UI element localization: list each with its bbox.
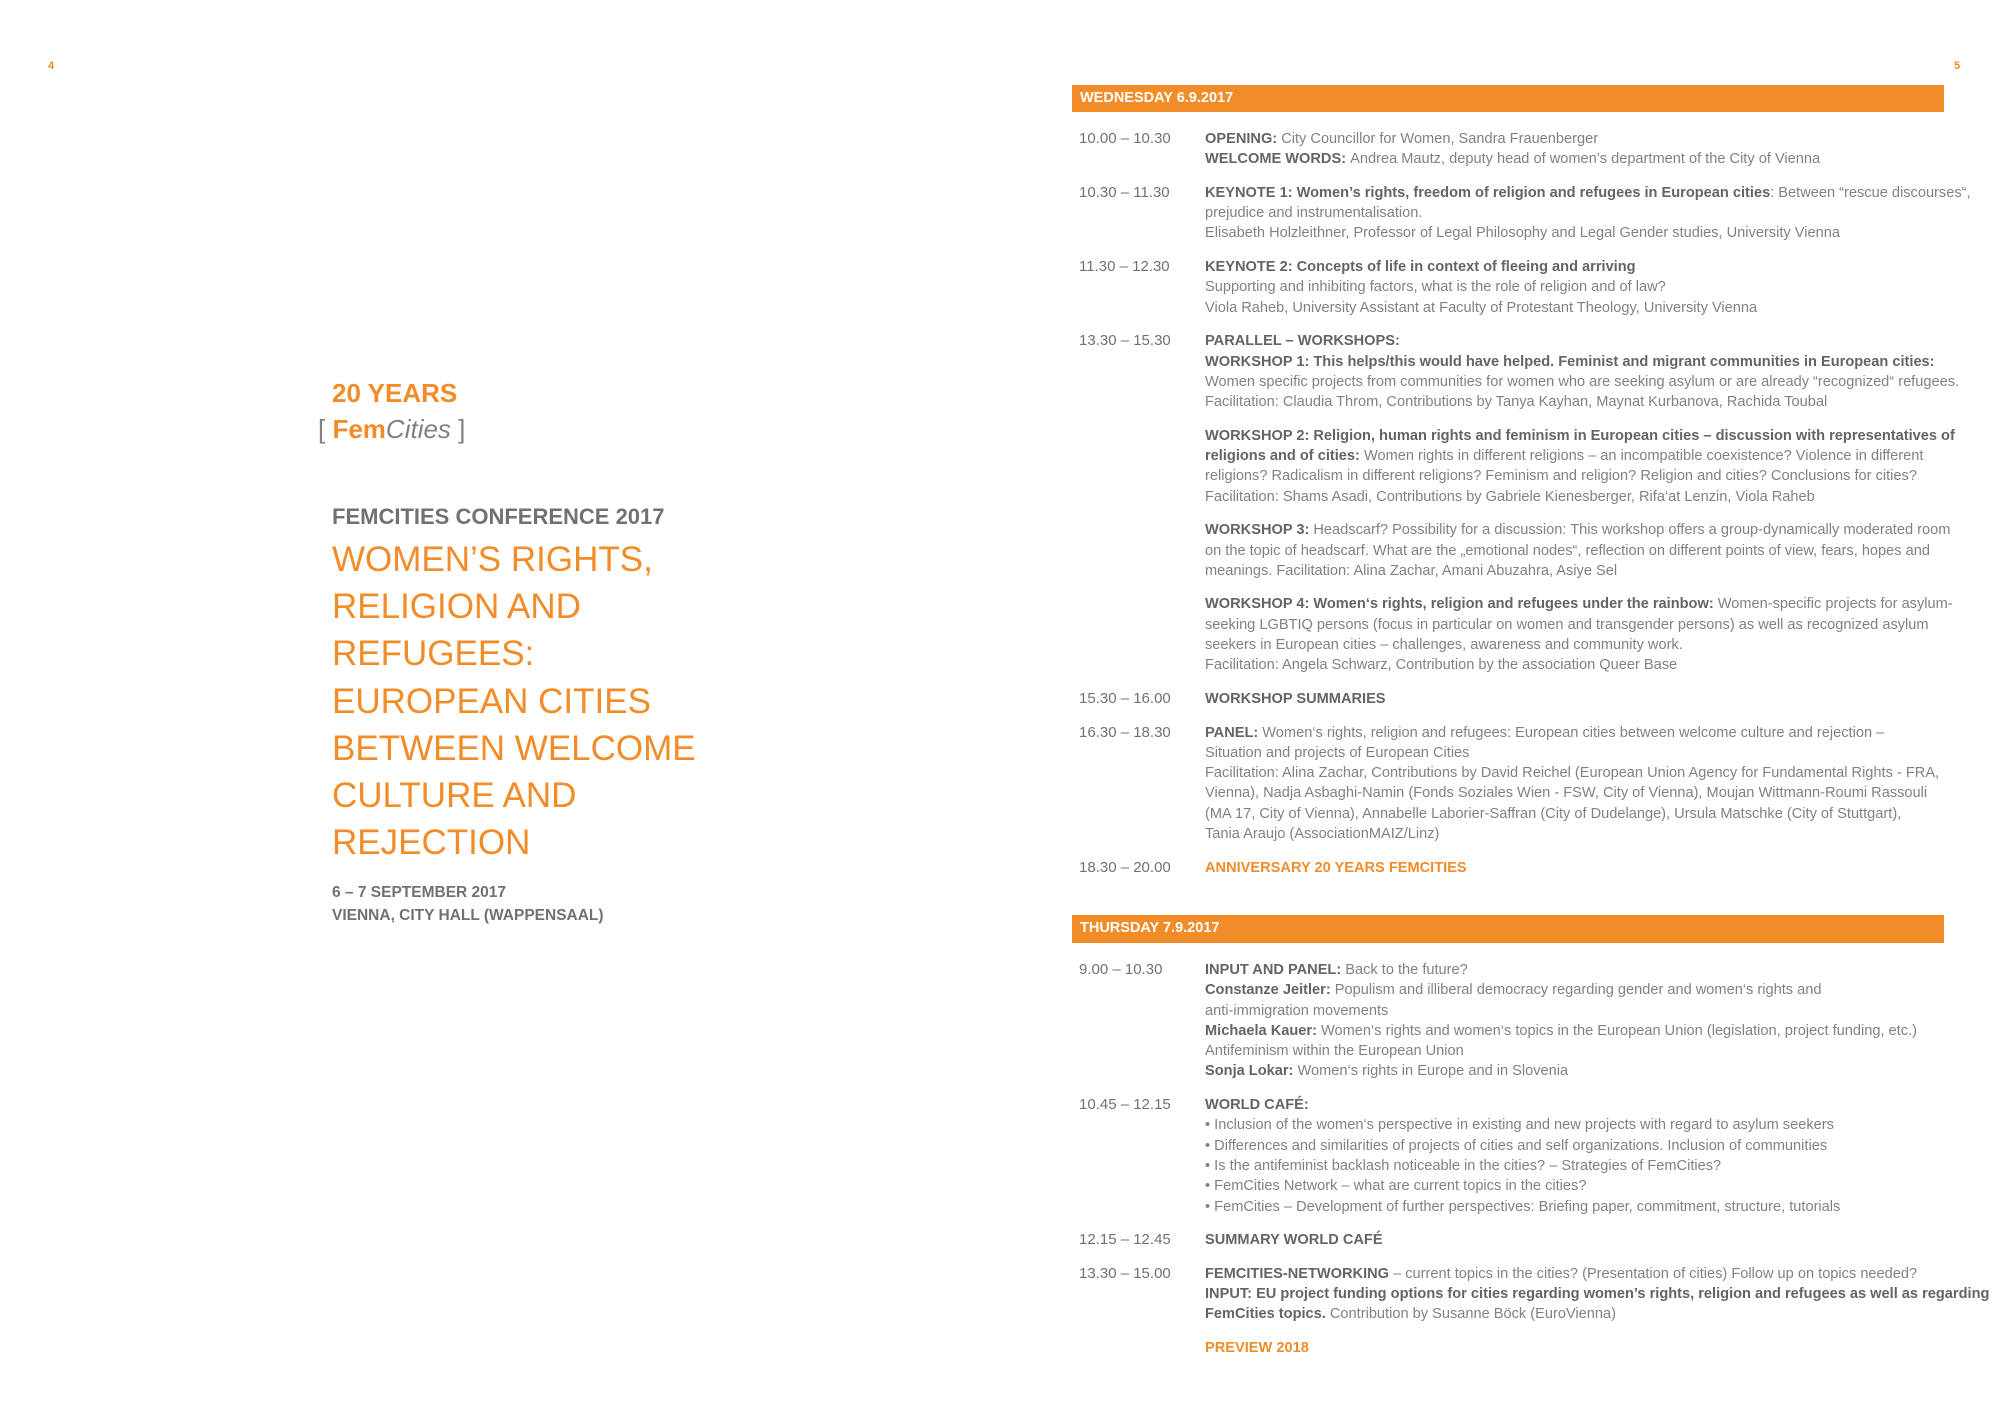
title-line: REJECTION	[332, 823, 531, 863]
logo-bracket-close: ]	[450, 414, 466, 444]
schedule-description	[1205, 520, 1959, 581]
day-header-thursday: THURSDAY 7.9.2017	[1072, 915, 1944, 943]
bold-label: WORKSHOP 3:	[1205, 522, 1314, 539]
schedule-item	[1079, 331, 1959, 412]
description-line	[1205, 1156, 1959, 1176]
text-segment: Women specific projects from communities for women who are seeking asylum or are already “recognized“ refugees.	[1205, 373, 1960, 390]
schedule-description	[1205, 1264, 1990, 1325]
bold-label: Constanze Jeitler:	[1205, 982, 1335, 999]
text-segment: seeking LGBTIQ persons (focus in particular on women and transgender persons) as well as recognized asylum	[1205, 616, 1929, 633]
femcities-logo	[318, 414, 465, 445]
bold-label: Michaela Kauer:	[1205, 1022, 1321, 1039]
description-line	[1205, 594, 1959, 614]
text-segment: • Inclusion of the women‘s perspective in existing and new projects with regard to asylum seekers	[1205, 1117, 1834, 1134]
description-line	[1205, 541, 1959, 561]
text-segment: • FemCities Network – what are current topics in the cities?	[1205, 1178, 1587, 1195]
page-number-left: 4	[48, 60, 55, 72]
description-line	[1205, 635, 1959, 655]
text-segment: Women‘s rights, religion and refugees: European cities between welcome culture and rejection –	[1262, 724, 1885, 741]
text-segment: anti-immigration movements	[1205, 1002, 1389, 1019]
schedule-item	[1079, 1338, 1959, 1358]
description-line	[1205, 1284, 1990, 1304]
text-segment: Elisabeth Holzleithner, Professor of Legal Philosophy and Legal Gender studies, University Vienna	[1205, 225, 1840, 242]
schedule-item	[1079, 689, 1959, 709]
schedule-time: 13.30 – 15.00	[1079, 1264, 1171, 1282]
description-line	[1205, 960, 1959, 980]
description-line	[1205, 1230, 1959, 1250]
description-line	[1205, 1001, 1959, 1021]
description-line	[1205, 1264, 1959, 1284]
schedule-time: 9.00 – 10.30	[1079, 961, 1163, 978]
description-line	[1205, 426, 1959, 446]
schedule-time: 10.00 – 10.30	[1079, 130, 1171, 147]
description-line	[1205, 1041, 1959, 1061]
bold-label: PANEL:	[1205, 724, 1263, 741]
description-line	[1205, 824, 1959, 844]
bold-label: ANNIVERSARY 20 YEARS FEMCITIES	[1205, 859, 1467, 876]
text-segment: Women rights in different religions – an incompatible coexistence? Violence in different	[1363, 448, 1924, 465]
schedule-time: 15.30 – 16.00	[1079, 689, 1171, 707]
day-header-wednesday: WEDNESDAY 6.9.2017	[1072, 85, 1944, 112]
text-segment: Situation and projects of European Cities	[1205, 744, 1470, 761]
schedule-description	[1205, 1230, 1959, 1250]
text-segment: Facilitation: Alina Zachar, Contributions by David Reichel (European Union Agency for Fundamental Rights - FRA,	[1205, 765, 1940, 782]
schedule-description	[1205, 426, 1959, 507]
description-line	[1205, 331, 1959, 351]
text-segment: • Differences and similarities of projects of cities and self organizations. Inclusion of communities	[1205, 1137, 1828, 1154]
text-segment: on the topic of headscarf. What are the „emotional nodes“, reflection on different points of view, fears, hopes and	[1205, 542, 1930, 559]
text-segment: Headscarf? Possibility for a discussion: This workshop offers a group-dynamically moderated room	[1313, 522, 1951, 539]
description-line	[1205, 1021, 1959, 1041]
anniversary-heading: 20 YEARS	[332, 378, 458, 408]
schedule-wednesday	[1079, 129, 1971, 891]
schedule-thursday	[1079, 960, 1990, 1372]
schedule-time: 11.30 – 12.30	[1079, 258, 1170, 276]
text-segment: Tania Araujo (AssociationMAIZ/Linz)	[1205, 825, 1440, 842]
title-line: RELIGION AND	[332, 587, 581, 627]
description-line	[1205, 446, 1959, 466]
schedule-description	[1205, 723, 1959, 845]
description-line	[1205, 183, 1971, 203]
schedule-time: 13.30 – 15.30	[1079, 332, 1171, 350]
schedule-description	[1205, 331, 1959, 412]
description-line	[1205, 520, 1959, 540]
logo-fem: Fem	[332, 414, 386, 444]
logo-cities: Cities	[385, 414, 451, 444]
description-line	[1205, 487, 1959, 507]
schedule-item	[1079, 858, 1959, 878]
schedule-item	[1079, 1230, 1959, 1250]
text-segment: Facilitation: Angela Schwarz, Contribution by the association Queer Base	[1205, 657, 1678, 674]
title-line: CULTURE AND	[332, 776, 577, 816]
schedule-item	[1079, 129, 1959, 170]
schedule-item	[1079, 426, 1959, 507]
text-segment: Facilitation: Claudia Throm, Contributions by Tanya Kayhan, Maynat Kurbanova, Rachida Toubal	[1205, 394, 1828, 411]
title-line: REFUGEES:	[332, 634, 535, 674]
text-segment: Andrea Mautz, deputy head of women’s department of the City of Vienna	[1350, 151, 1821, 168]
text-segment: Facilitation: Shams Asadi, Contributions by Gabriele Kienesberger, Rifa‘at Lenzin, Viola Raheb	[1205, 488, 1815, 505]
bold-label: Sonja Lokar:	[1205, 1063, 1298, 1080]
schedule-item	[1079, 1264, 1990, 1325]
text-segment: meanings. Facilitation: Alina Zachar, Amani Abuzahra, Asiye Sel	[1205, 562, 1618, 579]
bold-label: FemCities topics.	[1205, 1306, 1330, 1323]
description-line	[1205, 1197, 1959, 1217]
description-line	[1205, 149, 1959, 169]
bold-label: FEMCITIES-NETWORKING	[1205, 1265, 1394, 1282]
description-line	[1205, 858, 1959, 878]
text-segment: Viola Raheb, University Assistant at Faculty of Protestant Theology, University Vienna	[1205, 299, 1758, 316]
conference-title	[332, 536, 696, 866]
bold-label: PREVIEW 2018	[1205, 1339, 1309, 1356]
text-segment: Vienna), Nadja Asbaghi-Namin (Fonds Soziales Wien - FSW, City of Vienna), Moujan Wittmann-Roumi Rassouli	[1205, 785, 1928, 802]
text-segment: Women-specific projects for asylum-	[1717, 596, 1953, 613]
description-line	[1205, 466, 1959, 486]
description-line	[1205, 743, 1959, 763]
schedule-description	[1205, 1338, 1959, 1358]
description-line	[1205, 980, 1959, 1000]
description-line	[1205, 1136, 1959, 1156]
description-line	[1205, 804, 1959, 824]
bold-label: OPENING:	[1205, 131, 1282, 147]
schedule-item	[1079, 723, 1959, 845]
description-line	[1205, 763, 1959, 783]
description-line	[1205, 655, 1959, 675]
description-line	[1205, 1061, 1959, 1081]
conference-name: FEMCITIES CONFERENCE 2017	[332, 504, 665, 529]
schedule-time: 10.30 – 11.30	[1079, 183, 1170, 201]
bold-label: KEYNOTE 2: Concepts of life in context of fleeing and arriving	[1205, 259, 1636, 276]
conference-venue: VIENNA, CITY HALL (WAPPENSAAL)	[332, 907, 604, 924]
bold-label: WELCOME WORDS:	[1205, 151, 1351, 168]
text-segment: Antifeminism within the European Union	[1205, 1043, 1464, 1060]
description-line	[1205, 1115, 1959, 1135]
bold-label: WORKSHOP 4: Women‘s rights, religion and refugees under the rainbow:	[1205, 596, 1718, 613]
schedule-item	[1079, 520, 1959, 581]
schedule-description	[1205, 257, 1959, 318]
text-segment: Supporting and inhibiting factors, what is the role of religion and of law?	[1205, 279, 1666, 296]
schedule-description	[1205, 960, 1959, 1082]
title-line: BETWEEN WELCOME	[332, 728, 696, 768]
description-line	[1205, 203, 1959, 223]
description-line	[1205, 615, 1959, 635]
bold-label: PARALLEL – WORKSHOPS:	[1205, 333, 1400, 350]
text-segment: • Is the antifeminist backlash noticeable in the cities? – Strategies of FemCities?	[1205, 1157, 1722, 1174]
schedule-item	[1079, 594, 1959, 675]
page-number-right: 5	[1954, 60, 1961, 72]
text-segment: Back to the future?	[1345, 962, 1468, 978]
text-segment: religions? Radicalism in different religions? Feminism and religion? Religion and cities? Conclusions for cities?	[1205, 468, 1917, 485]
bold-label: WORKSHOP SUMMARIES	[1205, 690, 1386, 707]
text-segment: Women‘s rights and women‘s topics in the European Union (legislation, project funding, etc.)	[1320, 1022, 1917, 1039]
description-line	[1205, 392, 1959, 412]
conference-dates: 6 – 7 SEPTEMBER 2017	[332, 884, 507, 901]
bold-label: INPUT: EU project funding options for cities regarding women’s rights, religion and refugees as well as regarding	[1205, 1286, 1990, 1303]
bold-label: KEYNOTE 1: Women’s rights, freedom of religion and refugees in European cities	[1205, 184, 1771, 201]
text-segment: Women‘s rights in Europe and in Slovenia	[1297, 1063, 1569, 1080]
bold-label: religions and of cities:	[1205, 448, 1364, 465]
description-line	[1205, 1176, 1959, 1196]
schedule-description	[1205, 689, 1959, 709]
description-line	[1205, 561, 1959, 581]
description-line	[1205, 1095, 1959, 1115]
schedule-item	[1079, 960, 1959, 1082]
description-line	[1205, 352, 1959, 372]
title-line: WOMEN’S RIGHTS,	[332, 540, 653, 579]
description-line	[1205, 372, 1959, 392]
conference-dates-venue	[332, 881, 604, 927]
schedule-time: 12.15 – 12.45	[1079, 1231, 1171, 1249]
text-segment: prejudice and instrumentalisation.	[1205, 205, 1423, 222]
title-line: EUROPEAN CITIES	[332, 681, 651, 721]
text-segment: • FemCities – Development of further perspectives: Briefing paper, commitment, structure, tutorials	[1205, 1198, 1841, 1215]
schedule-time: 18.30 – 20.00	[1079, 858, 1171, 876]
description-line	[1205, 298, 1959, 318]
schedule-description	[1205, 1095, 1959, 1217]
schedule-item	[1079, 257, 1959, 318]
text-segment: – current topics in the cities? (Presentation of cities) Follow up on topics needed?	[1393, 1265, 1918, 1282]
description-line	[1205, 257, 1959, 277]
description-line	[1205, 277, 1959, 297]
text-segment: Populism and illiberal democracy regarding gender and women‘s rights and	[1334, 982, 1822, 999]
text-segment: Contribution by Susanne Böck (EuroVienna)	[1329, 1306, 1616, 1323]
description-line	[1205, 723, 1959, 743]
schedule-description	[1205, 858, 1959, 878]
schedule-description	[1205, 129, 1959, 170]
bold-label: WORKSHOP 1: This helps/this would have helped. Feminist and migrant communities in European cities:	[1205, 353, 1935, 370]
schedule-description	[1205, 594, 1959, 675]
description-line	[1205, 689, 1959, 709]
bold-label: WORKSHOP 2: Religion, human rights and feminism in European cities – discussion with representatives of	[1205, 427, 1955, 444]
schedule-description	[1205, 183, 1971, 244]
description-line	[1205, 129, 1959, 149]
description-line	[1205, 783, 1959, 803]
text-segment: : Between “rescue discourses“,	[1770, 184, 1971, 201]
description-line	[1205, 1338, 1959, 1358]
schedule-time: 16.30 – 18.30	[1079, 723, 1171, 741]
text-segment: seekers in European cities – challenges, awareness and community work.	[1205, 637, 1683, 654]
text-segment: (MA 17, City of Vienna), Annabelle Laborier-Saffran (City of Dudelange), Ursula Matschke (City of Stuttgart),	[1205, 805, 1902, 822]
schedule-item	[1079, 1095, 1959, 1217]
bold-label: INPUT AND PANEL:	[1205, 962, 1346, 978]
description-line	[1205, 1304, 1959, 1324]
schedule-time: 10.45 – 12.15	[1079, 1096, 1171, 1114]
bold-label: SUMMARY WORLD CAFÉ	[1205, 1232, 1383, 1249]
text-segment: City Councillor for Women, Sandra Frauenberger	[1281, 131, 1599, 147]
description-line	[1205, 223, 1959, 243]
schedule-item	[1079, 183, 1971, 244]
logo-bracket-open: [	[318, 414, 333, 444]
bold-label: WORLD CAFÉ:	[1205, 1097, 1309, 1114]
